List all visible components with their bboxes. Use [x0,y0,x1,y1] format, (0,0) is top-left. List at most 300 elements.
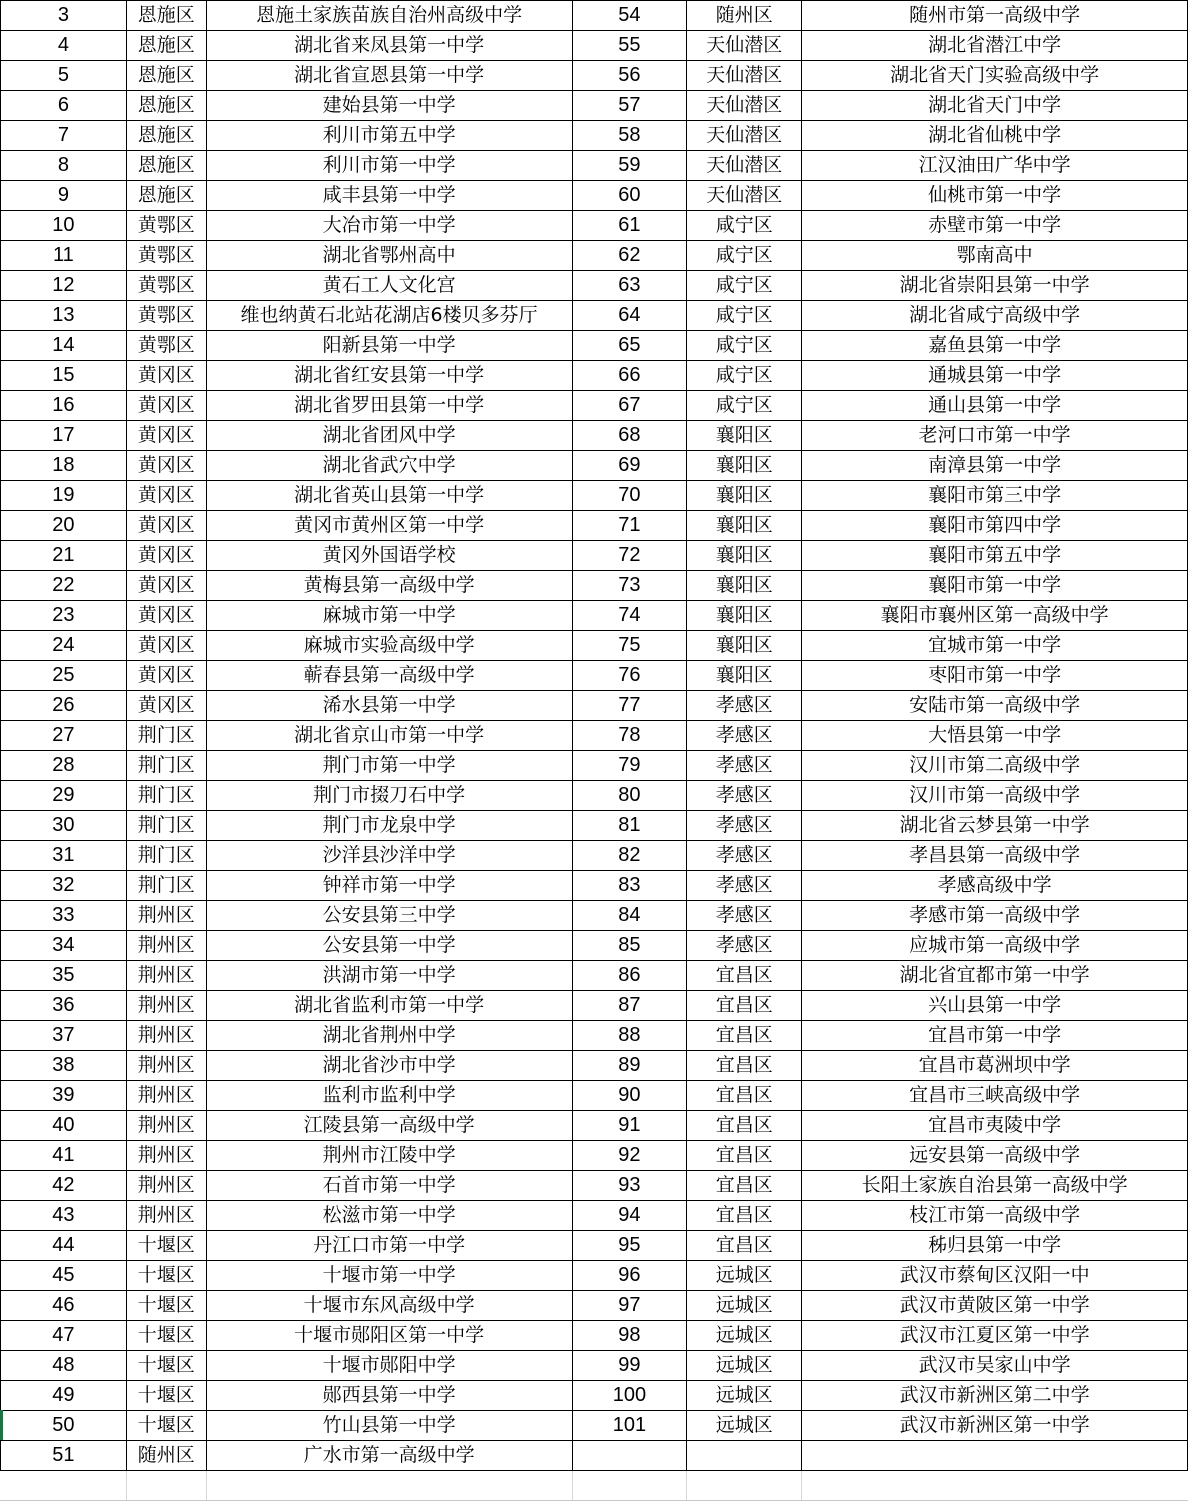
right-number-cell[interactable]: 67 [572,391,687,421]
right-number-cell[interactable]: 79 [572,751,687,781]
left-school-cell[interactable]: 郧西县第一中学 [206,1381,572,1411]
left-school-cell[interactable]: 黄石工人文化宫 [206,271,572,301]
left-school-cell[interactable]: 湖北省鄂州高中 [206,241,572,271]
right-number-cell[interactable]: 54 [572,1,687,31]
left-school-cell[interactable]: 阳新县第一中学 [206,331,572,361]
right-district-cell[interactable]: 襄阳区 [687,631,802,661]
right-school-cell[interactable]: 武汉市吴家山中学 [802,1351,1188,1381]
left-school-cell[interactable]: 咸丰县第一中学 [206,181,572,211]
right-school-cell[interactable]: 嘉鱼县第一中学 [802,331,1188,361]
left-number-cell[interactable]: 46 [1,1291,127,1321]
right-number-cell[interactable]: 89 [572,1051,687,1081]
left-number-cell[interactable]: 4 [1,31,127,61]
right-school-cell[interactable]: 宜昌市夷陵中学 [802,1111,1188,1141]
left-district-cell[interactable]: 恩施区 [126,31,206,61]
right-number-cell[interactable]: 58 [572,121,687,151]
left-number-cell[interactable]: 13 [1,301,127,331]
left-number-cell[interactable]: 51 [1,1441,127,1471]
right-district-cell[interactable]: 襄阳区 [687,601,802,631]
left-school-cell[interactable]: 丹江口市第一中学 [206,1231,572,1261]
right-school-cell[interactable]: 宜城市第一中学 [802,631,1188,661]
left-number-cell[interactable]: 38 [1,1051,127,1081]
left-district-cell[interactable]: 荆州区 [126,1081,206,1111]
empty-cell[interactable] [126,1471,206,1501]
right-district-cell[interactable]: 宜昌区 [687,1201,802,1231]
left-school-cell[interactable]: 黄梅县第一高级中学 [206,571,572,601]
right-district-cell[interactable]: 襄阳区 [687,661,802,691]
right-district-cell[interactable]: 襄阳区 [687,541,802,571]
left-school-cell[interactable]: 湖北省红安县第一中学 [206,361,572,391]
right-district-cell[interactable] [687,1441,802,1471]
right-number-cell[interactable]: 57 [572,91,687,121]
right-district-cell[interactable]: 孝感区 [687,721,802,751]
right-district-cell[interactable]: 孝感区 [687,811,802,841]
right-number-cell[interactable]: 81 [572,811,687,841]
left-district-cell[interactable]: 黄冈区 [126,361,206,391]
left-district-cell[interactable]: 黄冈区 [126,601,206,631]
right-district-cell[interactable]: 襄阳区 [687,571,802,601]
left-school-cell[interactable]: 十堰市第一中学 [206,1261,572,1291]
left-school-cell[interactable]: 麻城市实验高级中学 [206,631,572,661]
left-school-cell[interactable]: 江陵县第一高级中学 [206,1111,572,1141]
left-school-cell[interactable]: 建始县第一中学 [206,91,572,121]
right-number-cell[interactable]: 62 [572,241,687,271]
right-district-cell[interactable]: 远城区 [687,1351,802,1381]
left-district-cell[interactable]: 黄冈区 [126,451,206,481]
left-district-cell[interactable]: 黄鄂区 [126,331,206,361]
right-district-cell[interactable]: 宜昌区 [687,1231,802,1261]
left-school-cell[interactable]: 湖北省沙市中学 [206,1051,572,1081]
right-number-cell[interactable]: 61 [572,211,687,241]
right-school-cell[interactable]: 应城市第一高级中学 [802,931,1188,961]
right-school-cell[interactable]: 汉川市第二高级中学 [802,751,1188,781]
right-district-cell[interactable]: 天仙潜区 [687,181,802,211]
right-district-cell[interactable]: 孝感区 [687,691,802,721]
right-district-cell[interactable]: 天仙潜区 [687,121,802,151]
right-number-cell[interactable]: 86 [572,961,687,991]
right-school-cell[interactable]: 湖北省潜江中学 [802,31,1188,61]
right-school-cell[interactable]: 孝感市第一高级中学 [802,901,1188,931]
right-number-cell[interactable]: 90 [572,1081,687,1111]
right-school-cell[interactable]: 赤壁市第一中学 [802,211,1188,241]
right-district-cell[interactable]: 咸宁区 [687,361,802,391]
left-school-cell[interactable]: 洪湖市第一中学 [206,961,572,991]
right-school-cell[interactable]: 仙桃市第一中学 [802,181,1188,211]
right-district-cell[interactable]: 天仙潜区 [687,91,802,121]
right-district-cell[interactable]: 远城区 [687,1411,802,1441]
right-number-cell[interactable]: 96 [572,1261,687,1291]
left-district-cell[interactable]: 荆门区 [126,751,206,781]
left-district-cell[interactable]: 荆州区 [126,1171,206,1201]
right-school-cell[interactable]: 襄阳市第五中学 [802,541,1188,571]
right-school-cell[interactable]: 枣阳市第一中学 [802,661,1188,691]
right-school-cell[interactable]: 湖北省天门中学 [802,91,1188,121]
right-school-cell[interactable]: 武汉市江夏区第一中学 [802,1321,1188,1351]
right-school-cell[interactable]: 安陆市第一高级中学 [802,691,1188,721]
left-school-cell[interactable]: 湖北省武穴中学 [206,451,572,481]
left-school-cell[interactable]: 荆门市龙泉中学 [206,811,572,841]
right-school-cell[interactable]: 湖北省宜都市第一中学 [802,961,1188,991]
right-school-cell[interactable]: 武汉市新洲区第二中学 [802,1381,1188,1411]
left-district-cell[interactable]: 十堰区 [126,1351,206,1381]
right-number-cell[interactable]: 68 [572,421,687,451]
left-number-cell[interactable]: 43 [1,1201,127,1231]
left-district-cell[interactable]: 恩施区 [126,151,206,181]
left-number-cell[interactable]: 5 [1,61,127,91]
left-number-cell[interactable]: 24 [1,631,127,661]
right-district-cell[interactable]: 咸宁区 [687,241,802,271]
left-number-cell[interactable]: 11 [1,241,127,271]
right-number-cell[interactable]: 100 [572,1381,687,1411]
left-number-cell[interactable]: 21 [1,541,127,571]
right-number-cell[interactable]: 84 [572,901,687,931]
left-district-cell[interactable]: 荆州区 [126,931,206,961]
right-district-cell[interactable]: 咸宁区 [687,301,802,331]
right-school-cell[interactable]: 武汉市新洲区第一中学 [802,1411,1188,1441]
left-number-cell[interactable]: 25 [1,661,127,691]
left-number-cell[interactable]: 16 [1,391,127,421]
right-number-cell[interactable]: 82 [572,841,687,871]
right-district-cell[interactable]: 宜昌区 [687,1141,802,1171]
left-district-cell[interactable]: 荆门区 [126,721,206,751]
left-school-cell[interactable]: 湖北省团风中学 [206,421,572,451]
right-number-cell[interactable]: 97 [572,1291,687,1321]
left-school-cell[interactable]: 钟祥市第一中学 [206,871,572,901]
left-school-cell[interactable]: 荆门市掇刀石中学 [206,781,572,811]
right-district-cell[interactable]: 远城区 [687,1321,802,1351]
left-district-cell[interactable]: 荆门区 [126,781,206,811]
left-number-cell[interactable]: 23 [1,601,127,631]
left-district-cell[interactable]: 荆州区 [126,991,206,1021]
right-number-cell[interactable]: 76 [572,661,687,691]
right-school-cell[interactable]: 武汉市蔡甸区汉阳一中 [802,1261,1188,1291]
left-school-cell[interactable]: 恩施土家族苗族自治州高级中学 [206,1,572,31]
left-district-cell[interactable]: 黄冈区 [126,421,206,451]
left-number-cell[interactable]: 20 [1,511,127,541]
right-number-cell[interactable]: 69 [572,451,687,481]
left-school-cell[interactable]: 监利市监利中学 [206,1081,572,1111]
left-school-cell[interactable]: 黄冈市黄州区第一中学 [206,511,572,541]
left-district-cell[interactable]: 黄鄂区 [126,241,206,271]
left-school-cell[interactable]: 十堰市郧阳中学 [206,1351,572,1381]
left-school-cell[interactable]: 蕲春县第一高级中学 [206,661,572,691]
right-district-cell[interactable]: 宜昌区 [687,961,802,991]
right-number-cell[interactable]: 80 [572,781,687,811]
right-number-cell[interactable]: 87 [572,991,687,1021]
empty-cell[interactable] [687,1471,802,1501]
left-district-cell[interactable]: 荆门区 [126,811,206,841]
right-number-cell[interactable]: 70 [572,481,687,511]
right-school-cell[interactable]: 长阳土家族自治县第一高级中学 [802,1171,1188,1201]
left-school-cell[interactable]: 荆州市江陵中学 [206,1141,572,1171]
left-district-cell[interactable]: 荆州区 [126,901,206,931]
left-district-cell[interactable]: 荆州区 [126,961,206,991]
left-district-cell[interactable]: 十堰区 [126,1411,206,1441]
left-school-cell[interactable]: 公安县第三中学 [206,901,572,931]
left-district-cell[interactable]: 黄冈区 [126,511,206,541]
right-district-cell[interactable]: 天仙潜区 [687,31,802,61]
left-school-cell[interactable]: 利川市第一中学 [206,151,572,181]
right-school-cell[interactable]: 襄阳市第四中学 [802,511,1188,541]
right-school-cell[interactable]: 宜昌市三峡高级中学 [802,1081,1188,1111]
left-number-cell[interactable]: 37 [1,1021,127,1051]
right-school-cell[interactable]: 襄阳市第一中学 [802,571,1188,601]
left-number-cell[interactable]: 32 [1,871,127,901]
right-district-cell[interactable]: 孝感区 [687,841,802,871]
right-number-cell[interactable]: 99 [572,1351,687,1381]
left-district-cell[interactable]: 十堰区 [126,1231,206,1261]
empty-cell[interactable] [1,1471,127,1501]
left-district-cell[interactable]: 黄冈区 [126,481,206,511]
right-district-cell[interactable]: 孝感区 [687,871,802,901]
left-school-cell[interactable]: 湖北省罗田县第一中学 [206,391,572,421]
left-school-cell[interactable]: 十堰市东风高级中学 [206,1291,572,1321]
left-number-cell[interactable]: 7 [1,121,127,151]
right-school-cell[interactable]: 兴山县第一中学 [802,991,1188,1021]
left-number-cell[interactable]: 28 [1,751,127,781]
left-school-cell[interactable]: 湖北省荆州中学 [206,1021,572,1051]
right-school-cell[interactable]: 襄阳市襄州区第一高级中学 [802,601,1188,631]
left-number-cell[interactable]: 26 [1,691,127,721]
left-number-cell[interactable]: 19 [1,481,127,511]
right-number-cell[interactable]: 65 [572,331,687,361]
left-district-cell[interactable]: 黄冈区 [126,691,206,721]
left-district-cell[interactable]: 荆州区 [126,1051,206,1081]
right-number-cell[interactable]: 78 [572,721,687,751]
right-school-cell[interactable]: 南漳县第一中学 [802,451,1188,481]
right-number-cell[interactable]: 98 [572,1321,687,1351]
right-district-cell[interactable]: 天仙潜区 [687,151,802,181]
right-district-cell[interactable]: 孝感区 [687,751,802,781]
right-district-cell[interactable]: 宜昌区 [687,1021,802,1051]
left-number-cell[interactable]: 29 [1,781,127,811]
left-district-cell[interactable]: 黄冈区 [126,541,206,571]
right-district-cell[interactable]: 咸宁区 [687,271,802,301]
right-number-cell[interactable]: 94 [572,1201,687,1231]
right-school-cell[interactable]: 湖北省咸宁高级中学 [802,301,1188,331]
right-school-cell[interactable]: 湖北省崇阳县第一中学 [802,271,1188,301]
left-district-cell[interactable]: 十堰区 [126,1261,206,1291]
right-district-cell[interactable]: 远城区 [687,1381,802,1411]
right-number-cell[interactable]: 55 [572,31,687,61]
left-district-cell[interactable]: 黄冈区 [126,661,206,691]
left-number-cell[interactable]: 41 [1,1141,127,1171]
left-number-cell[interactable]: 50 [1,1411,127,1441]
left-district-cell[interactable]: 黄鄂区 [126,211,206,241]
left-district-cell[interactable]: 黄鄂区 [126,271,206,301]
left-number-cell[interactable]: 6 [1,91,127,121]
right-number-cell[interactable]: 56 [572,61,687,91]
right-school-cell[interactable]: 宜昌市葛洲坝中学 [802,1051,1188,1081]
left-district-cell[interactable]: 黄冈区 [126,391,206,421]
right-school-cell[interactable]: 宜昌市第一中学 [802,1021,1188,1051]
left-number-cell[interactable]: 42 [1,1171,127,1201]
right-number-cell[interactable]: 95 [572,1231,687,1261]
right-district-cell[interactable]: 孝感区 [687,781,802,811]
left-number-cell[interactable]: 45 [1,1261,127,1291]
left-number-cell[interactable]: 17 [1,421,127,451]
left-district-cell[interactable]: 黄鄂区 [126,301,206,331]
left-number-cell[interactable]: 33 [1,901,127,931]
left-district-cell[interactable]: 荆门区 [126,841,206,871]
left-district-cell[interactable]: 荆州区 [126,1111,206,1141]
left-number-cell[interactable]: 40 [1,1111,127,1141]
left-school-cell[interactable]: 麻城市第一中学 [206,601,572,631]
right-number-cell[interactable]: 64 [572,301,687,331]
left-number-cell[interactable]: 12 [1,271,127,301]
left-district-cell[interactable]: 黄冈区 [126,631,206,661]
left-number-cell[interactable]: 48 [1,1351,127,1381]
left-school-cell[interactable]: 松滋市第一中学 [206,1201,572,1231]
right-number-cell[interactable]: 101 [572,1411,687,1441]
left-school-cell[interactable]: 竹山县第一中学 [206,1411,572,1441]
left-number-cell[interactable]: 47 [1,1321,127,1351]
left-district-cell[interactable]: 荆门区 [126,871,206,901]
right-district-cell[interactable]: 宜昌区 [687,1111,802,1141]
right-number-cell[interactable]: 60 [572,181,687,211]
empty-cell[interactable] [802,1471,1188,1501]
right-number-cell[interactable]: 85 [572,931,687,961]
right-school-cell[interactable]: 湖北省云梦县第一中学 [802,811,1188,841]
left-number-cell[interactable]: 35 [1,961,127,991]
left-school-cell[interactable]: 湖北省来凤县第一中学 [206,31,572,61]
right-school-cell[interactable]: 江汉油田广华中学 [802,151,1188,181]
right-district-cell[interactable]: 襄阳区 [687,481,802,511]
right-district-cell[interactable]: 宜昌区 [687,1081,802,1111]
right-district-cell[interactable]: 孝感区 [687,901,802,931]
right-school-cell[interactable]: 随州市第一高级中学 [802,1,1188,31]
right-district-cell[interactable]: 咸宁区 [687,211,802,241]
right-number-cell[interactable]: 59 [572,151,687,181]
left-number-cell[interactable]: 30 [1,811,127,841]
right-district-cell[interactable]: 宜昌区 [687,991,802,1021]
right-district-cell[interactable]: 天仙潜区 [687,61,802,91]
left-number-cell[interactable]: 39 [1,1081,127,1111]
left-district-cell[interactable]: 荆州区 [126,1201,206,1231]
left-number-cell[interactable]: 27 [1,721,127,751]
right-school-cell[interactable]: 湖北省仙桃中学 [802,121,1188,151]
left-school-cell[interactable]: 沙洋县沙洋中学 [206,841,572,871]
left-school-cell[interactable]: 十堰市郧阳区第一中学 [206,1321,572,1351]
right-number-cell[interactable]: 71 [572,511,687,541]
left-district-cell[interactable]: 荆州区 [126,1141,206,1171]
right-district-cell[interactable]: 宜昌区 [687,1171,802,1201]
right-school-cell[interactable]: 远安县第一高级中学 [802,1141,1188,1171]
right-number-cell[interactable]: 75 [572,631,687,661]
left-school-cell[interactable]: 石首市第一中学 [206,1171,572,1201]
left-school-cell[interactable]: 湖北省监利市第一中学 [206,991,572,1021]
left-number-cell[interactable]: 34 [1,931,127,961]
left-number-cell[interactable]: 10 [1,211,127,241]
left-district-cell[interactable]: 十堰区 [126,1291,206,1321]
left-district-cell[interactable]: 恩施区 [126,181,206,211]
right-district-cell[interactable]: 宜昌区 [687,1051,802,1081]
right-district-cell[interactable]: 襄阳区 [687,511,802,541]
right-district-cell[interactable]: 咸宁区 [687,331,802,361]
left-number-cell[interactable]: 3 [1,1,127,31]
right-school-cell[interactable]: 通山县第一中学 [802,391,1188,421]
right-number-cell[interactable]: 77 [572,691,687,721]
left-school-cell[interactable]: 荆门市第一中学 [206,751,572,781]
left-number-cell[interactable]: 14 [1,331,127,361]
right-number-cell[interactable]: 93 [572,1171,687,1201]
left-district-cell[interactable]: 恩施区 [126,61,206,91]
right-school-cell[interactable]: 孝感高级中学 [802,871,1188,901]
empty-cell[interactable] [572,1471,687,1501]
left-number-cell[interactable]: 49 [1,1381,127,1411]
right-school-cell[interactable]: 武汉市黄陂区第一中学 [802,1291,1188,1321]
left-school-cell[interactable]: 浠水县第一中学 [206,691,572,721]
right-number-cell[interactable]: 73 [572,571,687,601]
right-school-cell[interactable]: 秭归县第一中学 [802,1231,1188,1261]
left-district-cell[interactable]: 十堰区 [126,1321,206,1351]
left-number-cell[interactable]: 18 [1,451,127,481]
right-school-cell[interactable]: 孝昌县第一高级中学 [802,841,1188,871]
right-district-cell[interactable]: 孝感区 [687,931,802,961]
left-number-cell[interactable]: 15 [1,361,127,391]
left-district-cell[interactable]: 荆州区 [126,1021,206,1051]
left-school-cell[interactable]: 大冶市第一中学 [206,211,572,241]
left-number-cell[interactable]: 9 [1,181,127,211]
right-district-cell[interactable]: 襄阳区 [687,451,802,481]
left-district-cell[interactable]: 随州区 [126,1441,206,1471]
left-number-cell[interactable]: 44 [1,1231,127,1261]
right-school-cell[interactable]: 湖北省天门实验高级中学 [802,61,1188,91]
right-number-cell[interactable]: 88 [572,1021,687,1051]
right-number-cell[interactable]: 74 [572,601,687,631]
left-school-cell[interactable]: 湖北省京山市第一中学 [206,721,572,751]
right-district-cell[interactable]: 随州区 [687,1,802,31]
right-number-cell[interactable]: 66 [572,361,687,391]
right-district-cell[interactable]: 远城区 [687,1261,802,1291]
left-school-cell[interactable]: 湖北省英山县第一中学 [206,481,572,511]
right-district-cell[interactable]: 远城区 [687,1291,802,1321]
left-school-cell[interactable]: 公安县第一中学 [206,931,572,961]
right-school-cell[interactable]: 枝江市第一高级中学 [802,1201,1188,1231]
left-school-cell[interactable]: 维也纳黄石北站花湖店6楼贝多芬厅 [206,301,572,331]
right-district-cell[interactable]: 咸宁区 [687,391,802,421]
right-school-cell[interactable]: 鄂南高中 [802,241,1188,271]
left-school-cell[interactable]: 广水市第一高级中学 [206,1441,572,1471]
left-district-cell[interactable]: 恩施区 [126,1,206,31]
left-school-cell[interactable]: 黄冈外国语学校 [206,541,572,571]
right-number-cell[interactable]: 63 [572,271,687,301]
right-district-cell[interactable]: 襄阳区 [687,421,802,451]
left-district-cell[interactable]: 黄冈区 [126,571,206,601]
right-number-cell[interactable]: 91 [572,1111,687,1141]
left-school-cell[interactable]: 湖北省宣恩县第一中学 [206,61,572,91]
right-school-cell[interactable]: 通城县第一中学 [802,361,1188,391]
right-number-cell[interactable]: 92 [572,1141,687,1171]
right-school-cell[interactable]: 大悟县第一中学 [802,721,1188,751]
left-district-cell[interactable]: 十堰区 [126,1381,206,1411]
left-school-cell[interactable]: 利川市第五中学 [206,121,572,151]
left-number-cell[interactable]: 8 [1,151,127,181]
left-number-cell[interactable]: 22 [1,571,127,601]
right-number-cell[interactable]: 72 [572,541,687,571]
right-school-cell[interactable]: 老河口市第一中学 [802,421,1188,451]
right-school-cell[interactable] [802,1441,1188,1471]
left-district-cell[interactable]: 恩施区 [126,121,206,151]
right-school-cell[interactable]: 襄阳市第三中学 [802,481,1188,511]
empty-cell[interactable] [206,1471,572,1501]
right-school-cell[interactable]: 汉川市第一高级中学 [802,781,1188,811]
left-district-cell[interactable]: 恩施区 [126,91,206,121]
right-number-cell[interactable] [572,1441,687,1471]
left-number-cell[interactable]: 36 [1,991,127,1021]
left-number-cell[interactable]: 31 [1,841,127,871]
right-number-cell[interactable]: 83 [572,871,687,901]
